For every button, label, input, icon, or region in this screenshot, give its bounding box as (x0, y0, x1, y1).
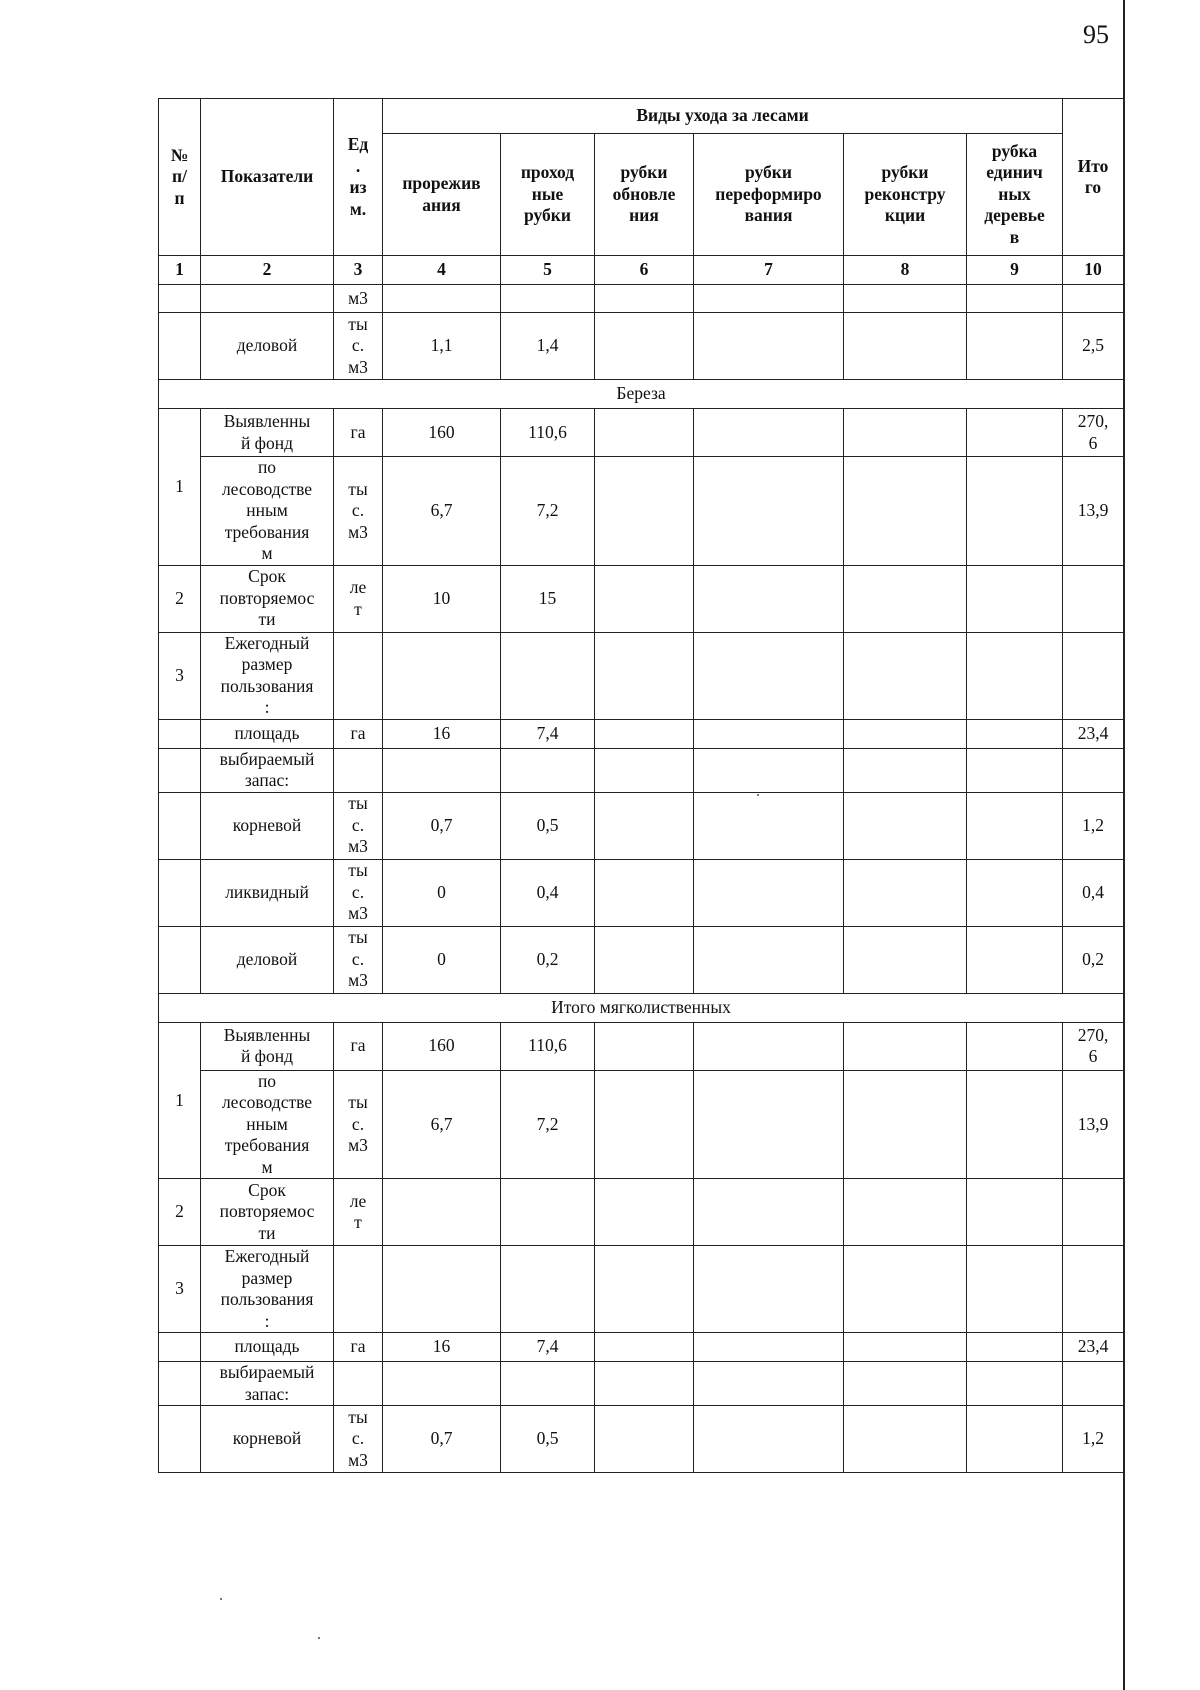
value-renewal-cutting (595, 748, 694, 792)
row-number (159, 1333, 201, 1362)
table-row (159, 1179, 1124, 1246)
column-number-row (159, 256, 1124, 285)
column-number: 3 (334, 256, 383, 285)
value-thinning: 16 (383, 719, 501, 748)
value-reformation-cutting (694, 859, 844, 926)
value-reconstruction-cutting (844, 409, 967, 457)
total-cell (1063, 632, 1124, 719)
value-single-tree-cutting (967, 1406, 1063, 1473)
column-number: 8 (844, 256, 967, 285)
header-indicator: Показатели (201, 99, 334, 256)
value-reconstruction-cutting (844, 1246, 967, 1333)
row-number (159, 1406, 201, 1473)
value-passage-cutting (501, 285, 595, 313)
indicator-cell: Ежегодный размер пользования : (201, 632, 334, 719)
value-renewal-cutting (595, 285, 694, 313)
value-single-tree-cutting (967, 926, 1063, 993)
header-care-type: рубки обновле ния (595, 134, 694, 256)
value-passage-cutting: 1,4 (501, 313, 595, 380)
total-cell (1063, 285, 1124, 313)
table-row (159, 1022, 1124, 1070)
value-reconstruction-cutting (844, 1179, 967, 1246)
table-row (159, 632, 1124, 719)
value-reformation-cutting (694, 926, 844, 993)
value-reconstruction-cutting (844, 632, 967, 719)
value-thinning (383, 1246, 501, 1333)
value-passage-cutting (501, 748, 595, 792)
value-reconstruction-cutting (844, 719, 967, 748)
value-reformation-cutting (694, 632, 844, 719)
column-number: 7 (694, 256, 844, 285)
section-row (159, 993, 1124, 1022)
row-number: 3 (159, 632, 201, 719)
indicator-cell (201, 285, 334, 313)
indicator-cell: Выявленны й фонд (201, 1022, 334, 1070)
forest-care-table (158, 98, 1124, 1473)
value-thinning: 10 (383, 565, 501, 632)
header-care-type: прорежив ания (383, 134, 501, 256)
total-cell (1063, 1246, 1124, 1333)
table-row (159, 285, 1124, 313)
value-thinning: 16 (383, 1333, 501, 1362)
total-cell: 13,9 (1063, 457, 1124, 566)
value-renewal-cutting (595, 632, 694, 719)
header-care-group: Виды ухода за лесами (383, 99, 1063, 134)
table-row (159, 457, 1124, 566)
value-single-tree-cutting (967, 565, 1063, 632)
value-passage-cutting: 0,5 (501, 792, 595, 859)
total-cell (1063, 1362, 1124, 1406)
unit-cell: ты с. м3 (334, 313, 383, 380)
table-row (159, 1406, 1124, 1473)
indicator-cell: Выявленны й фонд (201, 409, 334, 457)
total-cell: 13,9 (1063, 1070, 1124, 1179)
value-reconstruction-cutting (844, 313, 967, 380)
total-cell: 270, 6 (1063, 1022, 1124, 1070)
table-row (159, 409, 1124, 457)
value-single-tree-cutting (967, 285, 1063, 313)
value-renewal-cutting (595, 719, 694, 748)
total-cell: 23,4 (1063, 1333, 1124, 1362)
value-renewal-cutting (595, 1362, 694, 1406)
total-cell: 0,2 (1063, 926, 1124, 993)
value-thinning: 160 (383, 1022, 501, 1070)
value-renewal-cutting (595, 1179, 694, 1246)
value-single-tree-cutting (967, 1246, 1063, 1333)
total-cell (1063, 1179, 1124, 1246)
unit-cell (334, 1246, 383, 1333)
row-number: 2 (159, 565, 201, 632)
value-thinning: 160 (383, 409, 501, 457)
value-passage-cutting (501, 1179, 595, 1246)
column-number: 6 (595, 256, 694, 285)
row-number: 1 (159, 409, 201, 566)
value-renewal-cutting (595, 565, 694, 632)
value-reconstruction-cutting (844, 926, 967, 993)
value-passage-cutting: 110,6 (501, 1022, 595, 1070)
value-passage-cutting: 7,2 (501, 457, 595, 566)
value-single-tree-cutting (967, 719, 1063, 748)
value-single-tree-cutting (967, 748, 1063, 792)
row-number (159, 926, 201, 993)
table-row (159, 859, 1124, 926)
table-row (159, 313, 1124, 380)
total-cell (1063, 565, 1124, 632)
value-thinning: 0 (383, 859, 501, 926)
indicator-cell: деловой (201, 926, 334, 993)
value-reconstruction-cutting (844, 565, 967, 632)
value-passage-cutting (501, 1362, 595, 1406)
value-renewal-cutting (595, 457, 694, 566)
unit-cell (334, 632, 383, 719)
value-reformation-cutting (694, 1246, 844, 1333)
table-row (159, 1333, 1124, 1362)
value-single-tree-cutting (967, 457, 1063, 566)
indicator-cell: Срок повторяемос ти (201, 565, 334, 632)
unit-cell: ты с. м3 (334, 457, 383, 566)
indicator-cell: корневой (201, 792, 334, 859)
unit-cell: ты с. м3 (334, 1406, 383, 1473)
column-number: 10 (1063, 256, 1124, 285)
unit-cell: га (334, 1333, 383, 1362)
indicator-cell: выбираемый запас: (201, 1362, 334, 1406)
value-renewal-cutting (595, 859, 694, 926)
value-thinning (383, 285, 501, 313)
value-passage-cutting (501, 1246, 595, 1333)
indicator-cell: деловой (201, 313, 334, 380)
value-renewal-cutting (595, 1246, 694, 1333)
section-row (159, 380, 1124, 409)
value-passage-cutting: 110,6 (501, 409, 595, 457)
value-renewal-cutting (595, 409, 694, 457)
value-reconstruction-cutting (844, 1070, 967, 1179)
value-passage-cutting: 7,4 (501, 1333, 595, 1362)
unit-cell: ле т (334, 565, 383, 632)
row-number (159, 719, 201, 748)
table-row (159, 792, 1124, 859)
unit-cell (334, 1362, 383, 1406)
unit-cell: ты с. м3 (334, 792, 383, 859)
value-reformation-cutting (694, 1070, 844, 1179)
column-number: 4 (383, 256, 501, 285)
header-care-type: рубки переформиро вания (694, 134, 844, 256)
indicator-cell: площадь (201, 719, 334, 748)
value-reformation-cutting (694, 792, 844, 859)
value-thinning (383, 1179, 501, 1246)
column-number: 9 (967, 256, 1063, 285)
value-reconstruction-cutting (844, 1333, 967, 1362)
value-passage-cutting: 15 (501, 565, 595, 632)
row-number (159, 1362, 201, 1406)
value-reconstruction-cutting (844, 1022, 967, 1070)
unit-cell: ты с. м3 (334, 1070, 383, 1179)
row-number: 3 (159, 1246, 201, 1333)
row-number (159, 748, 201, 792)
total-cell: 270, 6 (1063, 409, 1124, 457)
table-row (159, 719, 1124, 748)
value-thinning (383, 632, 501, 719)
value-thinning: 0,7 (383, 1406, 501, 1473)
header-num: № п/ п (159, 99, 201, 256)
value-reconstruction-cutting (844, 1362, 967, 1406)
value-renewal-cutting (595, 313, 694, 380)
value-reformation-cutting (694, 1362, 844, 1406)
scan-speck (318, 1637, 320, 1639)
row-number (159, 313, 201, 380)
header-total: Ито го (1063, 99, 1124, 256)
value-renewal-cutting (595, 1022, 694, 1070)
value-reformation-cutting (694, 409, 844, 457)
value-reformation-cutting (694, 1406, 844, 1473)
value-reformation-cutting (694, 313, 844, 380)
table-row (159, 926, 1124, 993)
total-cell: 0,4 (1063, 859, 1124, 926)
table-header (159, 99, 1124, 285)
value-thinning: 6,7 (383, 1070, 501, 1179)
value-single-tree-cutting (967, 632, 1063, 719)
value-reformation-cutting (694, 719, 844, 748)
value-passage-cutting: 0,5 (501, 1406, 595, 1473)
value-renewal-cutting (595, 1406, 694, 1473)
value-single-tree-cutting (967, 859, 1063, 926)
value-reconstruction-cutting (844, 792, 967, 859)
value-passage-cutting: 7,2 (501, 1070, 595, 1179)
table-row (159, 1070, 1124, 1179)
header-care-type: рубки реконстру кции (844, 134, 967, 256)
value-thinning: 6,7 (383, 457, 501, 566)
value-reconstruction-cutting (844, 859, 967, 926)
value-reformation-cutting (694, 285, 844, 313)
unit-cell: га (334, 409, 383, 457)
value-reformation-cutting (694, 1179, 844, 1246)
indicator-cell: выбираемый запас: (201, 748, 334, 792)
value-renewal-cutting (595, 1333, 694, 1362)
indicator-cell: корневой (201, 1406, 334, 1473)
value-reconstruction-cutting (844, 285, 967, 313)
unit-cell: га (334, 1022, 383, 1070)
total-cell (1063, 748, 1124, 792)
value-renewal-cutting (595, 1070, 694, 1179)
indicator-cell: Ежегодный размер пользования : (201, 1246, 334, 1333)
total-cell: 23,4 (1063, 719, 1124, 748)
row-number (159, 285, 201, 313)
row-number: 1 (159, 1022, 201, 1179)
value-reconstruction-cutting (844, 748, 967, 792)
value-thinning (383, 748, 501, 792)
value-passage-cutting: 7,4 (501, 719, 595, 748)
table-body (159, 285, 1124, 1473)
value-single-tree-cutting (967, 1022, 1063, 1070)
value-single-tree-cutting (967, 1179, 1063, 1246)
header-care-type: проход ные рубки (501, 134, 595, 256)
total-cell: 1,2 (1063, 1406, 1124, 1473)
value-thinning: 0,7 (383, 792, 501, 859)
table-row (159, 748, 1124, 792)
scan-speck (220, 1598, 222, 1600)
section-title: Итого мягколиственных (159, 993, 1124, 1022)
table-row (159, 1246, 1124, 1333)
row-number (159, 792, 201, 859)
indicator-cell: площадь (201, 1333, 334, 1362)
value-thinning: 1,1 (383, 313, 501, 380)
header-unit: Ед . из м. (334, 99, 383, 256)
indicator-cell: ликвидный (201, 859, 334, 926)
page-number: 95 (1083, 20, 1109, 49)
row-number (159, 859, 201, 926)
value-renewal-cutting (595, 792, 694, 859)
value-passage-cutting: 0,2 (501, 926, 595, 993)
value-single-tree-cutting (967, 409, 1063, 457)
total-cell: 1,2 (1063, 792, 1124, 859)
indicator-cell: Срок повторяемос ти (201, 1179, 334, 1246)
value-single-tree-cutting (967, 1333, 1063, 1362)
row-number: 2 (159, 1179, 201, 1246)
indicator-cell: по лесоводстве нным требования м (201, 1070, 334, 1179)
value-thinning (383, 1362, 501, 1406)
value-thinning: 0 (383, 926, 501, 993)
value-reformation-cutting (694, 457, 844, 566)
header-care-type: рубка единич ных деревье в (967, 134, 1063, 256)
unit-cell: га (334, 719, 383, 748)
value-reformation-cutting (694, 565, 844, 632)
column-number: 2 (201, 256, 334, 285)
indicator-cell: по лесоводстве нным требования м (201, 457, 334, 566)
value-reconstruction-cutting (844, 1406, 967, 1473)
table-row (159, 1362, 1124, 1406)
total-cell: 2,5 (1063, 313, 1124, 380)
value-single-tree-cutting (967, 313, 1063, 380)
value-single-tree-cutting (967, 792, 1063, 859)
unit-cell: ты с. м3 (334, 926, 383, 993)
column-number: 5 (501, 256, 595, 285)
column-number: 1 (159, 256, 201, 285)
unit-cell: ты с. м3 (334, 859, 383, 926)
value-single-tree-cutting (967, 1362, 1063, 1406)
value-reformation-cutting (694, 1333, 844, 1362)
value-reformation-cutting (694, 748, 844, 792)
value-passage-cutting (501, 632, 595, 719)
unit-cell: м3 (334, 285, 383, 313)
unit-cell: ле т (334, 1179, 383, 1246)
unit-cell (334, 748, 383, 792)
value-single-tree-cutting (967, 1070, 1063, 1179)
value-renewal-cutting (595, 926, 694, 993)
value-passage-cutting: 0,4 (501, 859, 595, 926)
section-title: Береза (159, 380, 1124, 409)
table-row (159, 565, 1124, 632)
value-reformation-cutting (694, 1022, 844, 1070)
value-reconstruction-cutting (844, 457, 967, 566)
